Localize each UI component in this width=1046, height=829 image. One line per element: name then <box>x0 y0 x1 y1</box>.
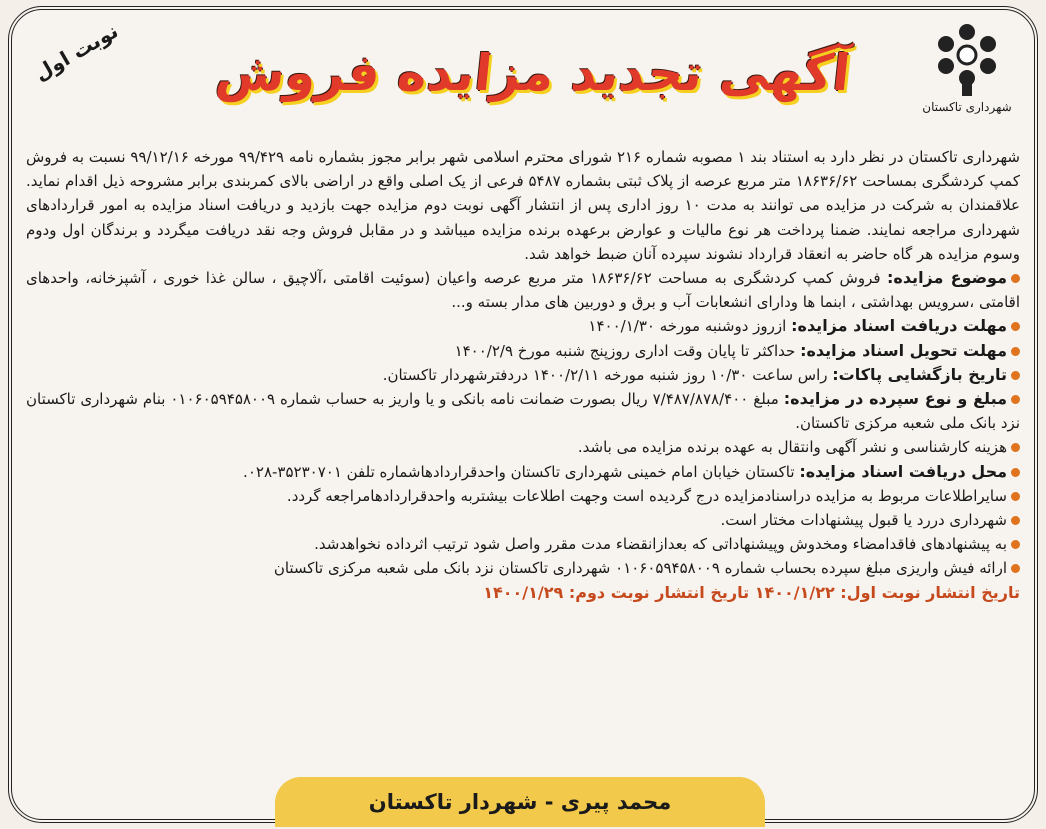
item-text: به پیشنهادهای فاقدامضاء ومخدوش وپیشنهاداتی که بعدازانقضاء مدت مقرر واصل شود ترتیب اثرداده نخواهدشد. <box>314 535 1007 554</box>
item-label: محل دریافت اسناد مزایده: <box>799 461 1007 481</box>
publish-dates: تاریخ انتشار نوبت اول: ۱۴۰۰/۱/۲۲ تاریخ انتشار نوبت دوم: ۱۴۰۰/۱/۲۹ <box>483 582 1020 602</box>
items-list <box>26 266 1020 581</box>
item-label: مهلت تحویل اسناد مزایده: <box>800 340 1007 360</box>
bullet-icon <box>1011 274 1020 283</box>
list-item <box>26 484 1020 508</box>
list-item <box>26 532 1020 556</box>
bullet-icon <box>1011 468 1020 477</box>
bullet-icon <box>1011 347 1020 356</box>
item-label: مبلغ و نوع سپرده در مزایده: <box>783 389 1008 409</box>
item-text: راس ساعت ۱۰/۳۰ روز شنبه مورخه ۱۴۰۰/۲/۱۱ دردفترشهردار تاکستان. <box>382 365 833 384</box>
logo-text: شهرداری تاکستان <box>922 100 1012 114</box>
item-text: ازروز دوشنبه مورخه ۱۴۰۰/۱/۳۰ <box>588 317 792 336</box>
bullet-icon <box>1011 516 1020 525</box>
list-item <box>26 460 1020 484</box>
list-item <box>26 387 1020 435</box>
item-label: مهلت دریافت اسناد مزایده: <box>791 316 1007 336</box>
list-item <box>26 314 1020 338</box>
round-stamp: نوبت اول <box>30 18 123 86</box>
item-text: حداکثر تا پایان وقت اداری روزپنج شنبه مورخ ۱۴۰۰/۲/۹ <box>454 341 801 360</box>
list-item <box>26 339 1020 363</box>
bullet-icon <box>1011 395 1020 404</box>
bullet-icon <box>1011 322 1020 331</box>
list-item <box>26 508 1020 532</box>
bullet-icon <box>1011 564 1020 573</box>
item-text: مبلغ ۷/۴۸۷/۸۷۸/۴۰۰ ریال بصورت ضمانت نامه بانکی و یا واریز به حساب شماره ۰۱۰۶۰۵۹۴۵۸۰۰۹ بنام شهرداری تاکستان نزد بانک ملی شعبه مرکزی تاکستان. <box>26 390 1020 433</box>
item-text: شهرداری دررد یا قبول پیشنهادات مختار است. <box>720 511 1007 530</box>
bullet-icon <box>1011 492 1020 501</box>
signature: محمد پیری - شهردار تاکستان <box>368 790 672 814</box>
notice-title: آگهی تجدید مزایده فروش <box>213 44 853 102</box>
intro-paragraph: شهرداری تاکستان در نظر دارد به استناد بند ۱ مصوبه شماره ۲۱۶ شورای محترم اسلامی شهر برابر مجوز بشماره نامه ۹۹/۴۲۹ مورخه ۹۹/۱۲/۱۶ نسبت به فروش کمپ کردشگری بمساحت ۱۸۶۳۶/۶۲ متر مربع عرصه از پلاک ثبتی بشماره ۵۴۸۷ فرعی از یک اصلی واقع در اراضی بالای کمربندی برابر مشروحه ذیل اقدام نماید. علاقمندان به شرکت در مزایده می توانند به مدت ۱۰ روز اداری پس از انتشار آگهی نوبت دوم مزایده جهت بازدید و دریافت اسناد مزایده به امور قراردادهای شهرداری مراجعه نمایند. ضمنا پرداخت هر نوع مالیات و عوارض برعهده برنده مزایده میباشد و در مقابل فروش وجه نقد دریافت میگردد و برندگان اول ودوم وسوم مزایده هر گاه حاضر به انعقاد قرارداد نشوند سپرده آنان ضبط خواهد شد. <box>26 148 1020 263</box>
notice-body <box>26 145 1020 605</box>
item-text: تاکستان خیابان امام خمینی شهرداری تاکستان واحدقراردادهاشماره تلفن ۳۵۲۳۰۷۰۱-۰۲۸. <box>243 462 800 481</box>
municipality-logo <box>922 22 1012 130</box>
item-text: ارائه فیش واریزی مبلغ سپرده بحساب شماره ۰۱۰۶۰۵۹۴۵۸۰۰۹ شهرداری تاکستان نزد بانک ملی شعبه مرکزی تاکستان <box>273 559 1007 578</box>
list-item <box>26 556 1020 580</box>
list-item <box>26 266 1020 314</box>
item-text: هزینه کارشناسی و نشر آگهی وانتقال به عهده برنده مزایده می باشد. <box>577 438 1007 457</box>
item-label: تاریخ بازگشایی پاکات: <box>832 364 1007 384</box>
bullet-icon <box>1011 371 1020 380</box>
list-item <box>26 435 1020 459</box>
item-text: فروش کمپ کردشگری به مساحت ۱۸۶۳۶/۶۲ متر مربع عرصه واعیان (سوئیت اقامتی ،آلاچیق ، سالن غذا خوری ، آشپزخانه، واحدهای اقامتی ،سرویس بهداشتی ، ابنما ها ودارای انشعابات آب و برق و دوربین های مدار بسته و... <box>26 269 1020 312</box>
list-item <box>26 363 1020 387</box>
signature-banner <box>275 777 765 827</box>
flower-emblem-icon <box>932 22 1002 98</box>
item-text: سایراطلاعات مربوط به مزایده دراسنادمزایده درج گردیده است وجهت اطلاعات بیشتربه واحدقراردادهامراجعه گردد. <box>286 486 1007 505</box>
bullet-icon <box>1011 443 1020 452</box>
bullet-icon <box>1011 540 1020 549</box>
item-label: موضوع مزایده: <box>886 268 1007 288</box>
